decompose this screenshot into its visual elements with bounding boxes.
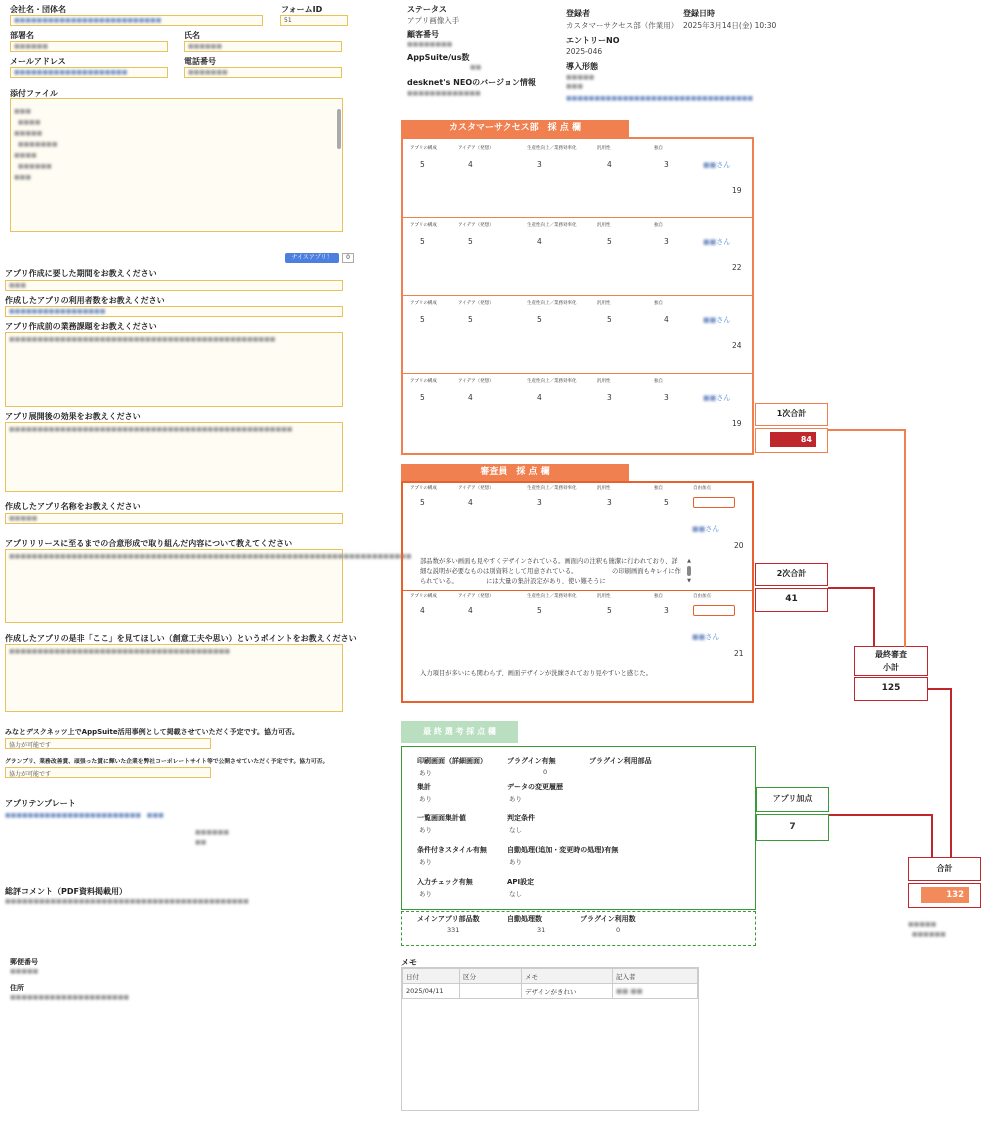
- final-count-value: 331: [447, 926, 460, 934]
- consensus-field[interactable]: ■■■■■■■■■■■■■■■■■■■■■■■■■■■■■■■■■■■■■■■■■■■■■■■■■■■■■■■■■■■■■■■■■■■■■■■: [5, 549, 343, 623]
- cs-scorer: ■■さん: [703, 394, 731, 402]
- judge-score-value: 4: [468, 498, 473, 507]
- version-value: ■■■■■■■■■■■■■: [407, 90, 481, 97]
- name-field[interactable]: ■■■■■■: [184, 41, 342, 52]
- final-item-label: プラグイン利用部品: [589, 757, 652, 765]
- judge-scorer-suffix: さん: [705, 525, 720, 533]
- attachment-scrollbar[interactable]: [337, 109, 341, 149]
- q-case: みなとデスクネッツ上でAppSuite活用事例として掲載させていただく予定です。協力可否。: [5, 728, 300, 736]
- cs-score-value: 3: [607, 393, 612, 402]
- email-label: メールアドレス: [10, 57, 66, 66]
- template-label: アプリテンプレート: [5, 799, 76, 808]
- cs-scorer-suffix: さん: [716, 316, 731, 324]
- version-label: desknet's NEOのバージョン情報: [407, 78, 536, 87]
- judge-bonus-input[interactable]: [693, 497, 735, 508]
- judge-score-value: 3: [664, 606, 669, 615]
- comment-label: 総評コメント（PDF資料掲載用）: [5, 887, 127, 896]
- final-item: [507, 782, 563, 803]
- final-item-label: API設定: [507, 878, 535, 886]
- cs-score-header: 生産性向上／業務効率化: [527, 223, 577, 228]
- judge-score-value: 5: [664, 498, 669, 507]
- cs-scorer: ■■さん: [703, 316, 731, 324]
- users-field[interactable]: ■■■■■■■■■■■■■■■■■: [5, 306, 343, 317]
- judge-score-header: 汎用性: [597, 486, 611, 491]
- intro-link[interactable]: ■■■■■■■■■■■■■■■■■■■■■■■■■■■■■■■■■: [566, 95, 754, 102]
- final-count: [580, 914, 636, 934]
- address-value: ■■■■■■■■■■■■■■■■■■■■■: [10, 994, 130, 1001]
- form-id-field[interactable]: 51: [280, 15, 348, 26]
- zip-label: 郵便番号: [10, 958, 38, 966]
- registrant-label: 登録者: [566, 9, 590, 18]
- cs-row-total: 19: [732, 419, 742, 428]
- cs-scorer: ■■さん: [703, 161, 731, 169]
- customer-no-label: 顧客番号: [407, 30, 439, 39]
- judge-score-header: アイデア（発想）: [458, 594, 494, 599]
- judge-comment-scrollbar[interactable]: ▲ ▼: [687, 558, 691, 584]
- judge-score-header: 自由加点: [693, 486, 711, 491]
- judge-score-header: 独自: [654, 486, 663, 491]
- final-review-label-2: 小計: [883, 663, 899, 672]
- cs-score-value: 3: [537, 160, 542, 169]
- final-count-value: 31: [537, 926, 546, 934]
- judge-score-header: アプリの構成: [410, 486, 437, 491]
- judge-score-row: [403, 483, 752, 590]
- memo-header-category: 区分: [460, 969, 522, 984]
- memo-table: [402, 968, 698, 999]
- cs-score-value: 5: [607, 315, 612, 324]
- cs-score-value: 5: [420, 393, 425, 402]
- final-item: [507, 813, 535, 834]
- memo-header-memo: メモ: [522, 969, 613, 984]
- bonus-label: アプリ加点: [756, 787, 829, 812]
- memo-cell-memo: デザインがきれい: [522, 984, 613, 999]
- final-item-value: あり: [419, 890, 432, 898]
- judge-row-total: 20: [734, 541, 744, 550]
- judge-score-header: 汎用性: [597, 594, 611, 599]
- company-field[interactable]: ■■■■■■■■■■■■■■■■■■■■■■■■■■: [10, 15, 263, 26]
- judge-score-value: 3: [537, 498, 542, 507]
- bonus-value: 7: [756, 814, 829, 841]
- cs-score-row: [403, 139, 752, 217]
- customer-no-value: ■■■■■■■■: [407, 41, 453, 48]
- total-box: [908, 883, 981, 908]
- form-id-label: フォームID: [281, 5, 323, 14]
- entry-no-label: エントリーNO: [566, 36, 620, 45]
- final-review-value: 125: [854, 677, 928, 701]
- cs-subtotal-box: [755, 428, 828, 453]
- final-item-label: 一覧画面集計値: [417, 814, 466, 822]
- effect-field[interactable]: ■■■■■■■■■■■■■■■■■■■■■■■■■■■■■■■■■■■■■■■■■■■■■■■■■■: [5, 422, 343, 492]
- final-item-label: 自動処理(追加・変更時の処理)有無: [507, 846, 619, 854]
- final-item-label: プラグイン有無: [507, 757, 556, 765]
- name-label: 氏名: [184, 31, 200, 40]
- cs-score-value: 3: [664, 160, 669, 169]
- final-item: [507, 877, 534, 898]
- nice-app-count: 0: [342, 253, 354, 263]
- cs-scorer-suffix: さん: [716, 394, 731, 402]
- final-item: [417, 845, 487, 866]
- final-item-label: 条件付きスタイル有無: [417, 846, 487, 854]
- cs-subtotal-label: 1次合計: [755, 403, 828, 426]
- memo-row[interactable]: [403, 984, 698, 999]
- template-link[interactable]: ■■■■■■■■■■■■■■■■■■■■■■■■ ■■■: [5, 812, 164, 819]
- judge-row-total: 21: [734, 649, 744, 658]
- judge-score-header: 生産性向上／業務効率化: [527, 486, 577, 491]
- cs-score-header: 汎用性: [597, 146, 611, 151]
- final-count: [417, 914, 480, 934]
- cs-score-header: 汎用性: [597, 379, 611, 384]
- final-item-label: 集計: [417, 783, 431, 791]
- cs-scorer-suffix: さん: [716, 238, 731, 246]
- cs-score-value: 5: [468, 237, 473, 246]
- cs-score-value: 4: [537, 393, 542, 402]
- cs-title: カスタマーサクセス部 採 点 欄: [401, 120, 629, 137]
- q-period: アプリ作成に要した期間をお教えください: [5, 269, 157, 278]
- judge-scorer: ■■さん: [692, 525, 720, 533]
- cs-score-header: アプリの構成: [410, 301, 437, 306]
- email-field[interactable]: ■■■■■■■■■■■■■■■■■■■■: [10, 67, 168, 78]
- cs-score-header: アイデア（発想）: [458, 301, 494, 306]
- judge-subtotal-value: 41: [755, 588, 828, 612]
- cs-score-value: 4: [664, 315, 669, 324]
- final-count-value: 0: [616, 926, 621, 934]
- period-field[interactable]: ■■■: [5, 280, 343, 291]
- final-panel: [401, 746, 756, 910]
- judge-score-value: 5: [607, 606, 612, 615]
- final-count-label: メインアプリ部品数: [417, 915, 480, 923]
- cs-scoring-panel: [401, 137, 754, 455]
- total-value: 132: [921, 887, 969, 903]
- final-item-value: 0: [543, 768, 548, 776]
- cs-score-header: アプリの構成: [410, 223, 437, 228]
- intro-value: ■■■■■ ■■■: [566, 74, 595, 90]
- cs-score-value: 4: [468, 393, 473, 402]
- company-label: 会社名・団体名: [10, 5, 66, 14]
- cs-score-header: 汎用性: [597, 301, 611, 306]
- final-item: [417, 782, 432, 803]
- reg-date-value: 2025年3月14日(金) 10:30: [683, 21, 777, 30]
- judge-scorer: ■■さん: [692, 633, 720, 641]
- cs-score-value: 5: [607, 237, 612, 246]
- case-field[interactable]: 協力が可能です: [5, 738, 211, 749]
- appsuite-label: AppSuite/us数: [407, 53, 470, 62]
- appsuite-value: ■■: [470, 64, 482, 71]
- judge-score-value: 3: [607, 498, 612, 507]
- final-item-value: あり: [419, 795, 432, 803]
- status-value: アプリ画像入手: [407, 16, 460, 25]
- cs-score-header: 独自: [654, 223, 663, 228]
- judge-bonus-input[interactable]: [693, 605, 735, 616]
- phone-label: 電話番号: [184, 57, 216, 66]
- final-item-label: データの変更履歴: [507, 783, 563, 791]
- grandprix-field[interactable]: 協力が可能です: [5, 767, 211, 778]
- attachment-field[interactable]: ■■■ ■■■■ ■■■■■ ■■■■■■■ ■■■■ ■■■■■■ ■■■: [10, 98, 343, 232]
- cs-scorer-suffix: さん: [716, 161, 731, 169]
- intro-label: 導入形態: [566, 62, 598, 71]
- registrant-value: カスタマーサクセス部（作業用）: [566, 21, 679, 30]
- cs-score-value: 5: [420, 160, 425, 169]
- cs-score-value: 5: [420, 237, 425, 246]
- cs-score-header: アプリの構成: [410, 379, 437, 384]
- final-item-label: 印刷画面（詳細画面）: [417, 757, 487, 765]
- memo-header-date: 日付: [403, 969, 460, 984]
- cs-score-header: 生産性向上／業務効率化: [527, 146, 577, 151]
- cs-score-value: 3: [664, 393, 669, 402]
- judge-score-header: 生産性向上／業務効率化: [527, 594, 577, 599]
- final-item-value: あり: [509, 795, 522, 803]
- memo-cell-author: ■■ ■■: [613, 984, 698, 999]
- judge-score-value: 4: [420, 606, 425, 615]
- cs-scorer: ■■さん: [703, 238, 731, 246]
- final-item-label: 判定条件: [507, 814, 535, 822]
- cs-subtotal-value: 84: [770, 432, 816, 447]
- cs-score-header: 生産性向上／業務効率化: [527, 379, 577, 384]
- judge-score-header: 自由加点: [693, 594, 711, 599]
- judge-score-header: アプリの構成: [410, 594, 437, 599]
- judge-score-header: 独自: [654, 594, 663, 599]
- final-item-label: 入力チェック有無: [417, 878, 473, 886]
- cs-row-total: 19: [732, 186, 742, 195]
- final-review-label-1: 最終審査: [875, 650, 907, 659]
- cs-score-value: 4: [537, 237, 542, 246]
- status-label: ステータス: [407, 5, 447, 14]
- judge-score-value: 4: [468, 606, 473, 615]
- point-field[interactable]: ■■■■■■■■■■■■■■■■■■■■■■■■■■■■■■■■■■■■■■■: [5, 644, 343, 712]
- final-review-label: [854, 646, 928, 676]
- final-title: 最 終 選 考 採 点 欄: [401, 721, 518, 743]
- memo-header-author: 記入者: [613, 969, 698, 984]
- q-issue: アプリ作成前の業務課題をお教えください: [5, 322, 157, 331]
- reg-date-label: 登録日時: [683, 9, 715, 18]
- q-point: 作成したアプリの是非「ここ」を見てほしい（創意工夫や思い）というポイントをお教えください: [5, 634, 357, 643]
- q-users: 作成したアプリの利用者数をお教えください: [5, 296, 165, 305]
- final-item: [589, 756, 652, 768]
- judge-comment: 部品数が多い画面も見やすくデザインされている。画面内の注釈も簡潔に行われており、詳細な説明が必要なものは別資料として用意されている。 の印刷画面もキレイに作られている。 には大量の集計設定があり、使い難そうに: [420, 558, 681, 585]
- template-meta: ■■■■■■ ■■: [195, 829, 230, 846]
- q-grandprix: グランプリ、業務改善賞、頑張った賞に輝いた企業を弊社コーポレートサイト等で公開させていただく予定です。協力可否。: [5, 759, 329, 765]
- address-label: 住所: [10, 984, 24, 992]
- issue-field[interactable]: ■■■■■■■■■■■■■■■■■■■■■■■■■■■■■■■■■■■■■■■■■■■■■■■: [5, 332, 343, 407]
- final-item-value: あり: [419, 858, 432, 866]
- judge-score-header: アイデア（発想）: [458, 486, 494, 491]
- cs-row-total: 22: [732, 263, 742, 272]
- memo-panel: [401, 967, 699, 1111]
- cs-score-header: 汎用性: [597, 223, 611, 228]
- final-item: [507, 756, 556, 776]
- appname-field[interactable]: ■■■■■: [5, 513, 343, 524]
- memo-cell-date: 2025/04/11: [403, 984, 460, 999]
- memo-cell-category: [460, 984, 522, 999]
- final-item: [417, 813, 466, 834]
- cs-row-total: 24: [732, 341, 742, 350]
- dept-field[interactable]: ■■■■■■: [10, 41, 168, 52]
- final-count-label: 自動処理数: [507, 915, 542, 923]
- cs-score-row: [403, 373, 752, 451]
- cs-score-value: 4: [607, 160, 612, 169]
- attachment-label: 添付ファイル: [10, 89, 58, 98]
- nice-app-button[interactable]: ナイスアプリ！: [285, 253, 339, 263]
- comment-value: ■■■■■■■■■■■■■■■■■■■■■■■■■■■■■■■■■■■■■■■■■■■: [5, 898, 249, 905]
- q-appname: 作成したアプリ名称をお教えください: [5, 502, 141, 511]
- cs-score-header: 独自: [654, 379, 663, 384]
- memo-header-row: [403, 969, 698, 984]
- entry-no-value: 2025-046: [566, 47, 603, 56]
- final-item: [417, 877, 473, 898]
- judge-scoring-panel: [401, 481, 754, 703]
- cs-score-value: 3: [664, 237, 669, 246]
- cs-score-value: 5: [468, 315, 473, 324]
- cs-score-row: [403, 217, 752, 295]
- final-count: [507, 914, 545, 934]
- judge-scorer-suffix: さん: [705, 633, 720, 641]
- judge-subtotal-label: 2次合計: [755, 563, 828, 586]
- final-item-value: あり: [509, 858, 522, 866]
- cs-score-header: アイデア（発想）: [458, 223, 494, 228]
- phone-field[interactable]: ■■■■■■■: [184, 67, 342, 78]
- final-item: [417, 756, 487, 777]
- judge-comment: 入力項目が多いにも関わらず、画面デザインが洗練されており見やすいと感じた。: [420, 670, 653, 677]
- final-item-value: あり: [419, 826, 432, 834]
- judge-score-value: 5: [420, 498, 425, 507]
- cs-score-header: 独自: [654, 301, 663, 306]
- cs-score-value: 4: [468, 160, 473, 169]
- total-note: ■■■■■ ■■■■■■: [908, 921, 946, 938]
- dept-label: 部署名: [10, 31, 34, 40]
- cs-score-row: [403, 295, 752, 373]
- total-label: 合計: [908, 857, 981, 881]
- final-item-value: あり: [419, 769, 432, 777]
- final-bottom-panel: [401, 911, 756, 946]
- judge-score-row: [403, 590, 752, 697]
- final-item: [507, 845, 618, 866]
- cs-score-header: 独自: [654, 146, 663, 151]
- final-item-value: なし: [509, 826, 522, 834]
- cs-score-header: アイデア（発想）: [458, 146, 494, 151]
- cs-score-header: アプリの構成: [410, 146, 437, 151]
- judge-score-value: 5: [537, 606, 542, 615]
- cs-score-value: 5: [537, 315, 542, 324]
- cs-score-header: 生産性向上／業務効率化: [527, 301, 577, 306]
- q-effect: アプリ展開後の効果をお教えください: [5, 412, 141, 421]
- memo-title: メモ: [401, 958, 417, 967]
- final-count-label: プラグイン利用数: [580, 915, 636, 923]
- zip-value: ■■■■■: [10, 968, 39, 975]
- cs-score-header: アイデア（発想）: [458, 379, 494, 384]
- final-item-value: なし: [509, 890, 522, 898]
- cs-score-value: 5: [420, 315, 425, 324]
- judge-title: 審査員 採 点 欄: [401, 464, 629, 481]
- q-consensus: アプリリリースに至るまでの合意形成で取り組んだ内容について教えてください: [5, 539, 293, 548]
